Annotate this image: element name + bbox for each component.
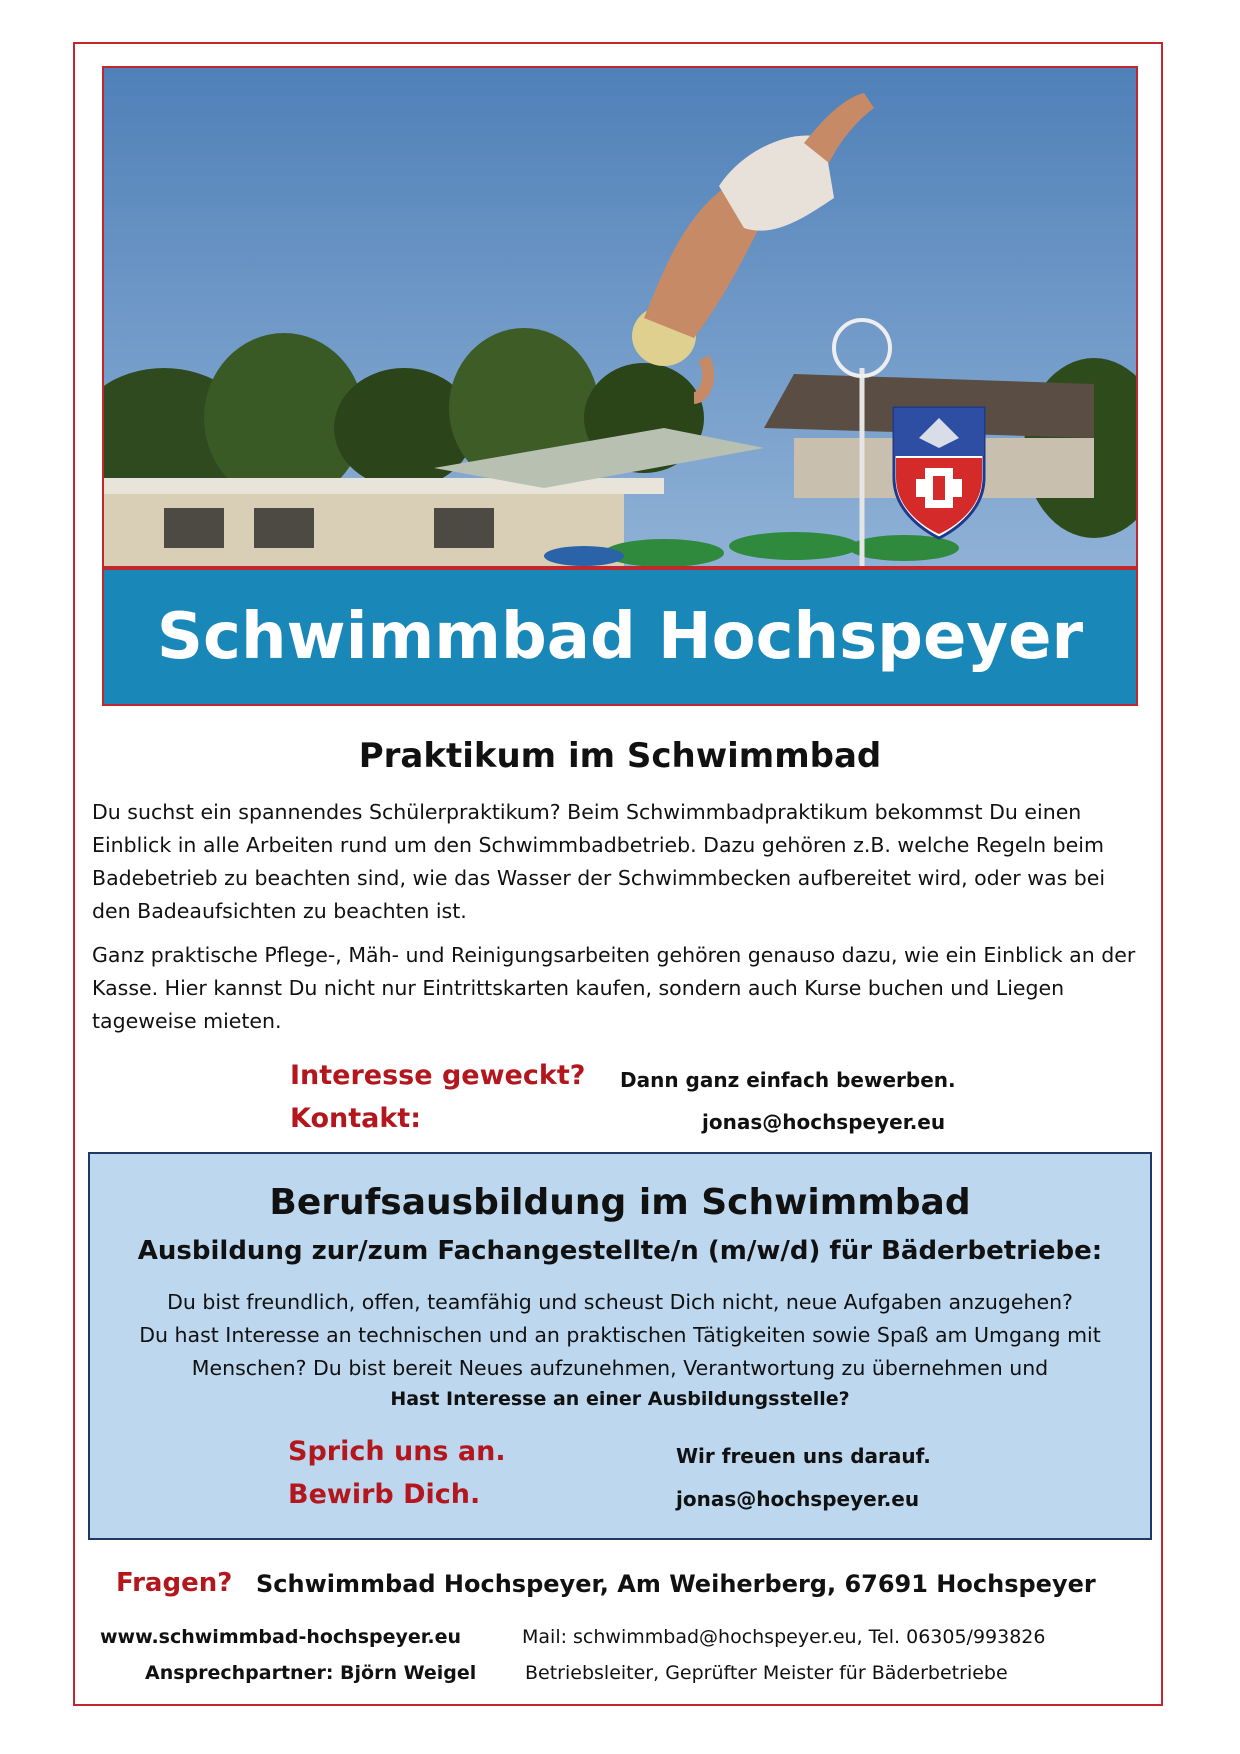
praktikum-paragraph-1: Du suchst ein spannendes Schülerpraktikum? Beim Schwimmbadpraktikum bekommst Du einen Einblick in alle Arbeiten rund um den Schwimmbadbetrieb. Dazu gehören z.B. welche Regeln beim Badebetrieb zu beachten sind, wie das Wasser der Schwimmbecken aufbereitet wird, oder was bei den Badeaufsichten zu beachten ist.: [92, 800, 1106, 923]
ausbildung-box: [88, 1152, 1152, 1540]
ausbildung-line-2: Du hast Interesse an technischen und an praktischen Tätigkeiten sowie Spaß am Umgang mit: [139, 1323, 1101, 1347]
interest-label: Interesse geweckt?: [290, 1060, 586, 1091]
ausbildung-line-1: Du bist freundlich, offen, teamfähig und scheust Dich nicht, neue Aufgaben anzugehen?: [167, 1290, 1073, 1314]
footer-address: Schwimmbad Hochspeyer, Am Weiherberg, 67691 Hochspeyer: [256, 1570, 1096, 1598]
contact-label: Kontakt:: [290, 1103, 422, 1134]
cta-bewirb-email[interactable]: jonas@hochspeyer.eu: [676, 1487, 920, 1511]
interest-text: Dann ganz einfach bewerben.: [620, 1068, 956, 1092]
ausbildung-line-4: Hast Interesse an einer Ausbildungsstelle?: [390, 1388, 850, 1410]
banner-title: Schwimmbad Hochspeyer: [156, 600, 1084, 674]
header-photo: [102, 66, 1138, 568]
contact-email[interactable]: jonas@hochspeyer.eu: [702, 1110, 946, 1134]
footer-mail-phone: Mail: schwimmbad@hochspeyer.eu, Tel. 06305/993826: [522, 1626, 1046, 1648]
footer-contact-role: Betriebsleiter, Geprüfter Meister für Bäderbetriebe: [525, 1662, 1008, 1684]
praktikum-paragraph-2: Ganz praktische Pflege-, Mäh- und Reinigungsarbeiten gehören genauso dazu, wie ein Einblick an der Kasse. Hier kannst Du nicht nur Eintrittskarten kaufen, sondern auch Kurse buchen und Liegen tageweise mieten.: [92, 943, 1136, 1033]
footer-questions-label: Fragen?: [116, 1568, 233, 1598]
title-banner: [102, 568, 1138, 706]
footer-website[interactable]: www.schwimmbad-hochspeyer.eu: [100, 1626, 462, 1648]
cta-bewirb: Bewirb Dich.: [288, 1479, 481, 1510]
ausbildung-line-3: Menschen? Du bist bereit Neues aufzunehmen, Verantwortung zu übernehmen und: [191, 1356, 1049, 1380]
ausbildung-subheading: Ausbildung zur/zum Fachangestellte/n (m/w/d) für Bäderbetriebe:: [137, 1236, 1103, 1266]
footer-contact-person: Ansprechpartner: Björn Weigel: [145, 1662, 477, 1684]
praktikum-heading: Praktikum im Schwimmbad: [358, 736, 882, 776]
cta-sprich: Sprich uns an.: [288, 1436, 506, 1467]
ausbildung-heading: Berufsausbildung im Schwimmbad: [269, 1182, 971, 1223]
cta-sprich-text: Wir freuen uns darauf.: [676, 1444, 931, 1468]
